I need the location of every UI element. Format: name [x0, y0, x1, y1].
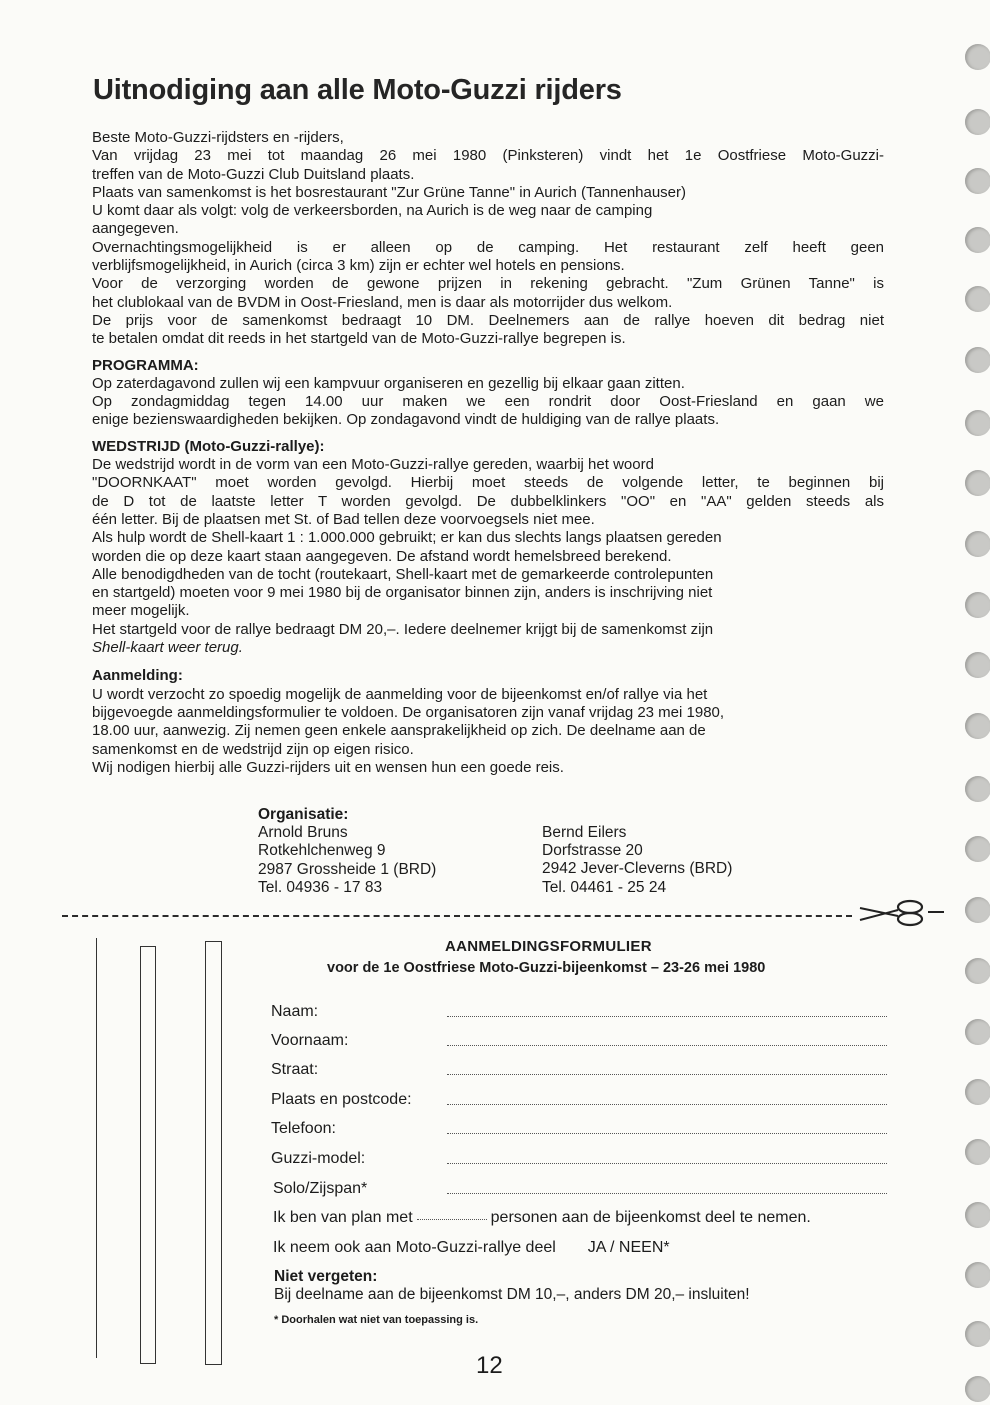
binding-hole	[965, 958, 990, 984]
wedstrijd-line: Alle benodigdheden van de tocht (routekaart, Shell-kaart met de gemarkeerde controlepunten	[92, 565, 714, 583]
form-margin-box	[140, 946, 156, 1364]
intro-line: te betalen omdat dit reeds in het startgeld van de Moto-Guzzi-rallye begrepen is.	[92, 330, 626, 348]
aanmelding-line: Wij nodigen hierbij alle Guzzi-rijders uit en wensen hun een goede reis.	[92, 758, 564, 776]
footnote: * Doorhalen wat niet van toepassing is.	[274, 1314, 479, 1326]
intro-line: aangegeven.	[92, 220, 179, 238]
attendance-suffix: personen aan de bijeenkomst deel te nemen.	[490, 1209, 811, 1226]
binding-hole	[965, 347, 990, 373]
field-label-naam: Naam:	[271, 1003, 319, 1020]
form-margin-box	[205, 941, 222, 1365]
aanmelding-line: 18.00 uur, aanwezig. Zij nemen geen enkele aansprakelijkheid op zich. De deelname aan de	[92, 722, 706, 740]
wedstrijd-heading: WEDSTRIJD (Moto-Guzzi-rallye):	[92, 437, 325, 455]
organizer-phone: Tel. 04936 - 17 83	[258, 878, 383, 896]
reminder-heading: Niet vergeten:	[274, 1268, 378, 1285]
binding-hole	[965, 1321, 990, 1347]
form-subtitle: voor de 1e Oostfriese Moto-Guzzi-bijeenkomst – 23-26 mei 1980	[327, 960, 766, 976]
intro-line: verblijfsmogelijkheid, in Aurich (circa 3 km) zijn er echter wel hotels en pensions.	[92, 257, 625, 275]
binding-hole	[965, 531, 990, 557]
binding-hole	[965, 227, 990, 253]
straat-field[interactable]	[447, 1074, 887, 1075]
binding-hole	[965, 1139, 990, 1165]
intro-line: De prijs voor de samenkomst bedraagt 10 DM. Deelnemers aan de rallye hoeven dit bedrag niet	[92, 311, 884, 329]
page-title: Uitnodiging aan alle Moto-Guzzi rijders	[93, 74, 622, 106]
binding-hole	[965, 109, 990, 135]
plaats-postcode-field[interactable]	[447, 1104, 887, 1105]
intro-line: Overnachtingsmogelijkheid is er alleen op de camping. Het restaurant zelf heeft geen	[92, 238, 884, 256]
field-label-solo-zijspan: Solo/Zijspan*	[273, 1180, 368, 1197]
aanmelding-heading: Aanmelding:	[92, 667, 183, 685]
organizer-name: Arnold Bruns	[258, 824, 348, 842]
wedstrijd-line: de D tot de laatste letter T worden gevolgd. De dubbelklinkers "OO" en "AA" gelden steeds als	[92, 492, 884, 510]
intro-line: treffen van de Moto-Guzzi Club Duitsland plaats.	[92, 165, 415, 183]
binding-hole	[965, 470, 990, 496]
attendance-prefix: Ik ben van plan met	[273, 1209, 413, 1226]
binding-hole	[965, 897, 990, 923]
wedstrijd-line: meer mogelijk.	[92, 602, 190, 620]
organizer-street: Rotkehlchenweg 9	[258, 842, 386, 860]
binding-hole	[965, 1079, 990, 1105]
wedstrijd-line-end: weer terug.	[163, 639, 243, 657]
wedstrijd-line: "DOORNKAAT" moet worden gevolgd. Hierbij moet steeds de volgende letter, te beginnen bij	[92, 474, 884, 492]
intro-line: Plaats van samenkomst is het bosrestaurant "Zur Grüne Tanne" in Aurich (Tannenhauser)	[92, 183, 687, 201]
programma-line: Op zondagmiddag tegen 14.00 uur maken we een rondrit door Oost-Friesland en gaan we	[92, 393, 884, 411]
binding-holes	[955, 0, 990, 1405]
field-label-guzzi-model: Guzzi-model:	[271, 1150, 366, 1167]
binding-hole	[965, 652, 990, 678]
programma-line: enige bezienswaardigheden bekijken. Op zondagavond vindt de huldiging van de rallye plaats.	[92, 411, 720, 429]
organizer-left	[258, 806, 436, 897]
guzzi-model-field[interactable]	[447, 1163, 887, 1164]
aanmelding-line: bijgevoegde aanmeldingsformulier te voldoen. De organisatoren zijn vanaf vrijdag 23 mei 1980,	[92, 703, 725, 721]
binding-hole	[965, 1202, 990, 1228]
binding-hole	[965, 776, 990, 802]
telefoon-field[interactable]	[447, 1133, 887, 1134]
binding-hole	[965, 44, 990, 70]
form-margin-line	[96, 938, 97, 1358]
wedstrijd-line: De wedstrijd wordt in de vorm van een Moto-Guzzi-rallye gereden, waarbij het woord	[92, 456, 654, 474]
organisatie-heading: Organisatie:	[258, 806, 349, 823]
field-label-straat: Straat:	[271, 1061, 319, 1078]
binding-hole	[965, 592, 990, 618]
organizer-name: Bernd Eilers	[542, 824, 627, 841]
cut-line	[62, 915, 852, 917]
binding-hole	[965, 713, 990, 739]
wedstrijd-line: Het startgeld voor de rallye bedraagt DM 20,–. Iedere deelnemer krijgt bij de samenkomst zijn	[92, 620, 714, 638]
form-title: AANMELDINGSFORMULIER	[445, 938, 652, 955]
wedstrijd-line: en startgeld) moeten voor 9 mei 1980 bij de organisator binnen zijn, anders is inschrijving niet	[92, 584, 713, 602]
organizer-city: 2987 Grossheide 1 (BRD)	[258, 860, 437, 878]
intro-line: Van vrijdag 23 mei tot maandag 26 mei 1980 (Pinksteren) vindt het 1e Oostfriese Moto-Guzzi-	[92, 147, 884, 165]
attendance-sentence	[273, 1209, 811, 1227]
letter-body	[92, 129, 884, 777]
organizer-city: 2942 Jever-Cleverns (BRD)	[542, 860, 733, 878]
aanmelding-line: U wordt verzocht zo spoedig mogelijk de aanmelding voor de bijeenkomst en/of rallye via het	[92, 685, 708, 703]
persons-count-field[interactable]	[417, 1219, 487, 1220]
field-label-telefoon: Telefoon:	[271, 1120, 336, 1137]
wedstrijd-line-last	[92, 639, 884, 657]
field-label-plaats: Plaats en postcode:	[271, 1091, 412, 1108]
rallye-text: Ik neem ook aan Moto-Guzzi-rallye deel	[273, 1239, 556, 1256]
wedstrijd-line: worden die op deze kaart staan aangegeven. De afstand wordt hemelsbreed berekend.	[92, 547, 672, 565]
binding-hole	[965, 1376, 990, 1402]
scissors-icon	[858, 896, 946, 930]
solo-zijspan-field[interactable]	[447, 1193, 887, 1194]
intro-line: Voor de verzorging worden de gewone prijzen in rekening gebracht. "Zum Grünen Tanne" is	[92, 275, 884, 293]
programma-line: Op zaterdagavond zullen wij een kampvuur organiseren en gezellig bij elkaar gaan zitten.	[92, 374, 685, 392]
binding-hole	[965, 1262, 990, 1288]
page-number: 12	[476, 1352, 503, 1379]
organizer-phone: Tel. 04461 - 25 24	[542, 878, 667, 896]
rallye-choice[interactable]: JA / NEEN*	[587, 1239, 670, 1256]
reminder-text: Bij deelname aan de bijeenkomst DM 10,–, anders DM 20,– insluiten!	[274, 1286, 750, 1303]
intro-line: het clublokaal van de BVDM in Oost-Friesland, men is daar als motorrijder dus welkom.	[92, 293, 673, 311]
aanmelding-line: samenkomst en de wedstrijd zijn op eigen risico.	[92, 740, 414, 758]
programma-heading: PROGRAMMA:	[92, 356, 199, 374]
binding-hole	[965, 286, 990, 312]
binding-hole	[965, 836, 990, 862]
salutation: Beste Moto-Guzzi-rijdsters en -rijders,	[92, 129, 344, 146]
organizer-street: Dorfstrasse 20	[542, 842, 643, 860]
rallye-sentence	[273, 1239, 670, 1257]
binding-hole	[965, 410, 990, 436]
naam-field[interactable]	[447, 1016, 887, 1017]
intro-line: U komt daar als volgt: volg de verkeersborden, na Aurich is de weg naar de camping	[92, 202, 653, 220]
binding-hole	[965, 1019, 990, 1045]
binding-hole	[965, 168, 990, 194]
shell-kaart-term: Shell-kaart	[92, 639, 164, 657]
voornaam-field[interactable]	[447, 1045, 887, 1046]
wedstrijd-line: Als hulp wordt de Shell-kaart 1 : 1.000.000 gebruikt; er kan dus slechts langs plaatsen gereden	[92, 529, 722, 547]
field-label-voornaam: Voornaam:	[271, 1032, 349, 1049]
organizer-right	[542, 824, 732, 897]
wedstrijd-line: één letter. Bij de plaatsen met St. of Bad tellen deze voorvoegsels niet mee.	[92, 510, 595, 528]
